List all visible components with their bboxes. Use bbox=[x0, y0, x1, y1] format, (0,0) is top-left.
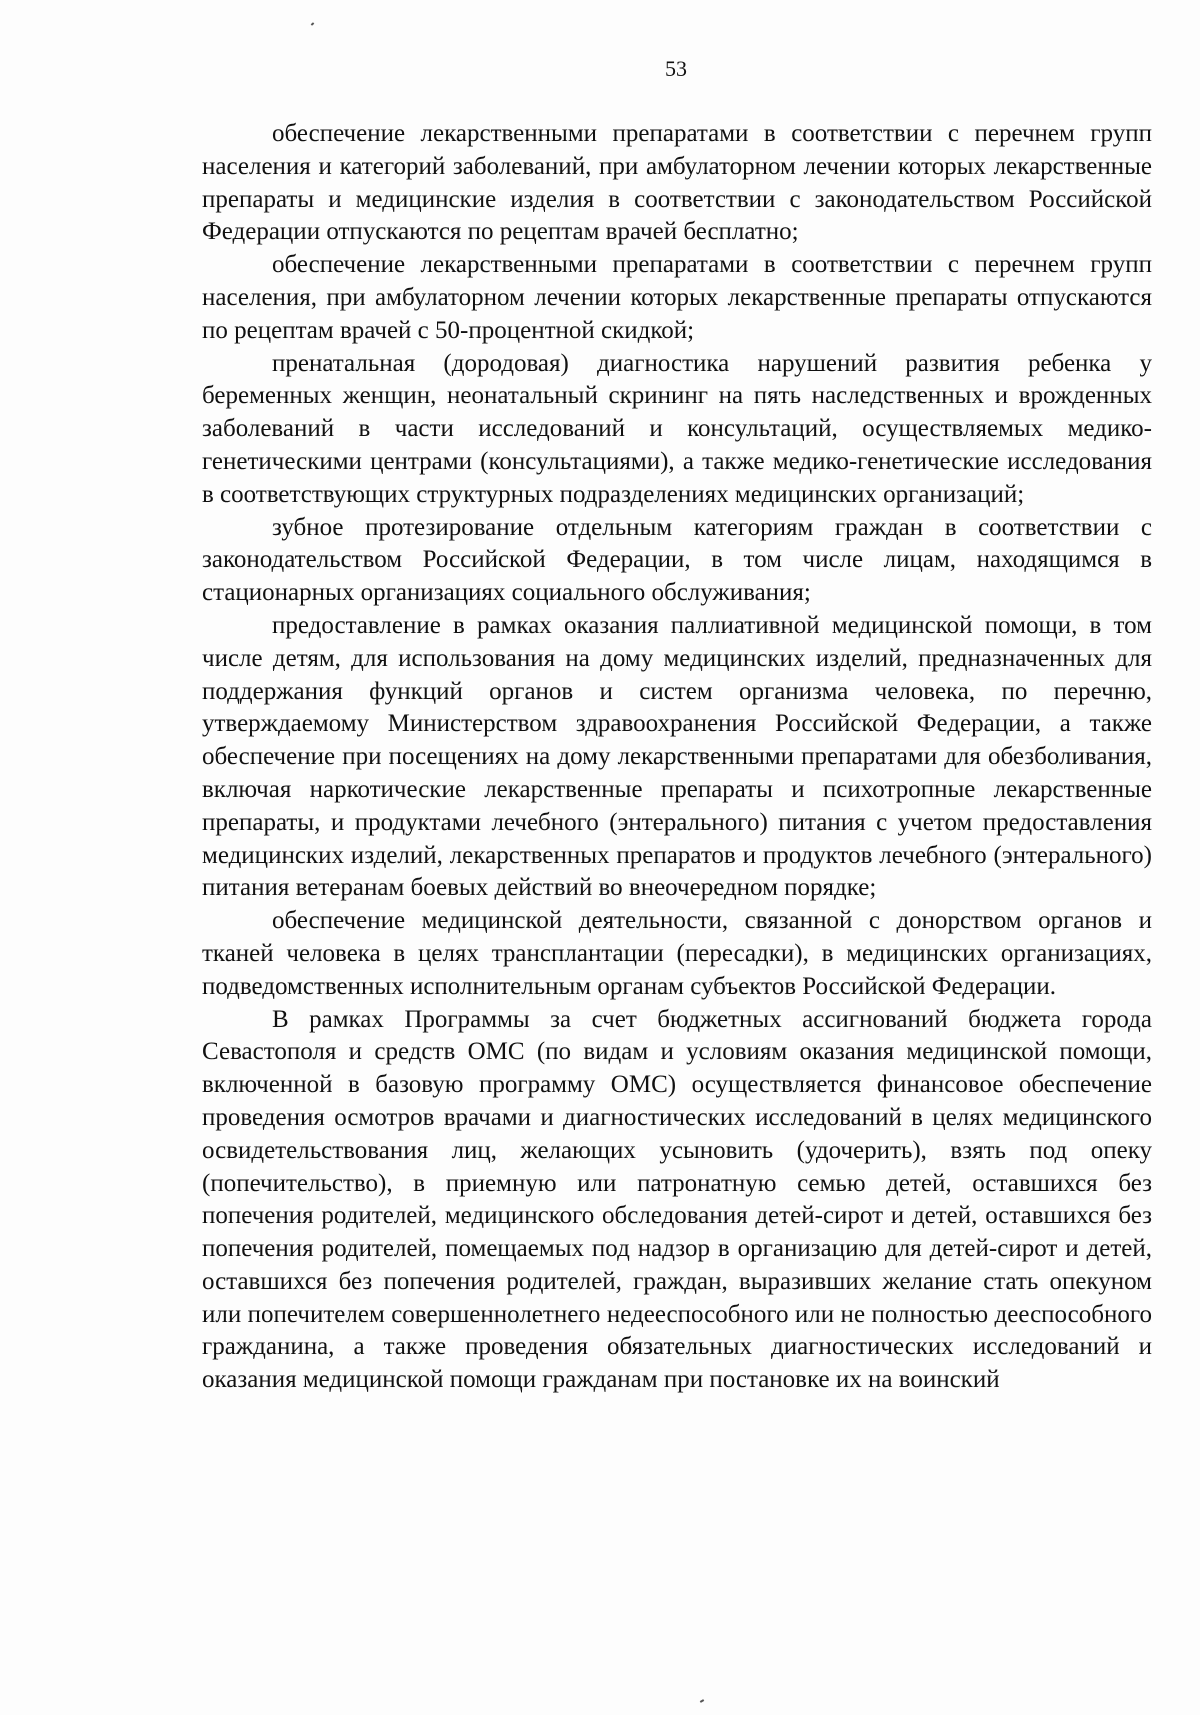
page-number: 53 bbox=[665, 56, 687, 81]
scan-speck bbox=[700, 1699, 704, 1703]
paragraph-drug-provision-discount: обеспечение лекарственными препаратами в соответствии с перечнем групп населения, при амбулаторном лечении которых лекарственные препараты отпускаются по рецептам врачей с 50-процентной скидкой; bbox=[202, 251, 1152, 344]
paragraph-drug-provision-free: обеспечение лекарственными препаратами в соответствии с перечнем групп населения и категорий заболеваний, при амбулаторном лечении которых лекарственные препараты и медицинские изделия в соответствии с законодательством Российской Федерации отпускаются по рецептам врачей бесплатно; bbox=[202, 120, 1152, 246]
paragraph-prenatal-diagnostics: пренатальная (дородовая) диагностика нарушений развития ребенка у беременных женщин, неонатальный скрининг на пять наследственных и врожденных заболеваний в части исследований и консультаций, осуществляемых медико-генетическими центрами (консультациями), а также медико-генетические исследования в соответствующих структурных подразделениях медицинских организаций; bbox=[202, 349, 1152, 508]
paragraph-dental-prosthetics: зубное протезирование отдельным категориям граждан в соответствии с законодательством Российской Федерации, в том числе лицам, находящимся в стационарных организациях социального обслуживания; bbox=[202, 513, 1152, 607]
scan-speck bbox=[311, 22, 315, 25]
paragraph-palliative-care: предоставление в рамках оказания паллиативной медицинской помощи, в том числе детям, для использования на дому медицинских изделий, предназначенных для поддержания функций органов и систем организма человека, по перечню, утверждаемому Министерством здравоохранения Российской Федерации, а также обеспечение при посещениях на дому лекарственными препаратами для обезболивания, включая наркотические лекарственные препараты и психотропные лекарственные препараты, и продуктами лечебного (энтерального) питания с учетом предоставления медицинских изделий, лекарственных препаратов и продуктов лечебного (энтерального) питания ветеранам боевых действий во внеочередном порядке; bbox=[202, 611, 1152, 902]
document-body bbox=[202, 118, 1152, 1397]
paragraph-program-financing: В рамках Программы за счет бюджетных ассигнований бюджета города Севастополя и средств ОМС (по видам и условиям оказания медицинской помощи, включенной в базовую программу ОМС) осуществляется финансовое обеспечение проведения осмотров врачами и диагностических исследований в целях медицинского освидетельствования лиц, желающих усыновить (удочерить), взять под опеку (попечительство), в приемную или патронатную семью детей, оставшихся без попечения родителей, медицинского обследования детей-сирот и детей, оставшихся без попечения родителей, помещаемых под надзор в организацию для детей-сирот и детей, оставшихся без попечения родителей, граждан, выразивших желание стать опекуном или попечителем совершеннолетнего недееспособного или не полностью дееспособного гражданина, а также проведения обязательных диагностических исследований и оказания медицинской помощи гражданам при постановке их на воинский bbox=[202, 1005, 1152, 1394]
paragraph-organ-donation: обеспечение медицинской деятельности, связанной с донорством органов и тканей человека в целях трансплантации (пересадки), в медицинских организациях, подведомственных исполнительным органам субъектов Российской Федерации. bbox=[202, 907, 1152, 1000]
